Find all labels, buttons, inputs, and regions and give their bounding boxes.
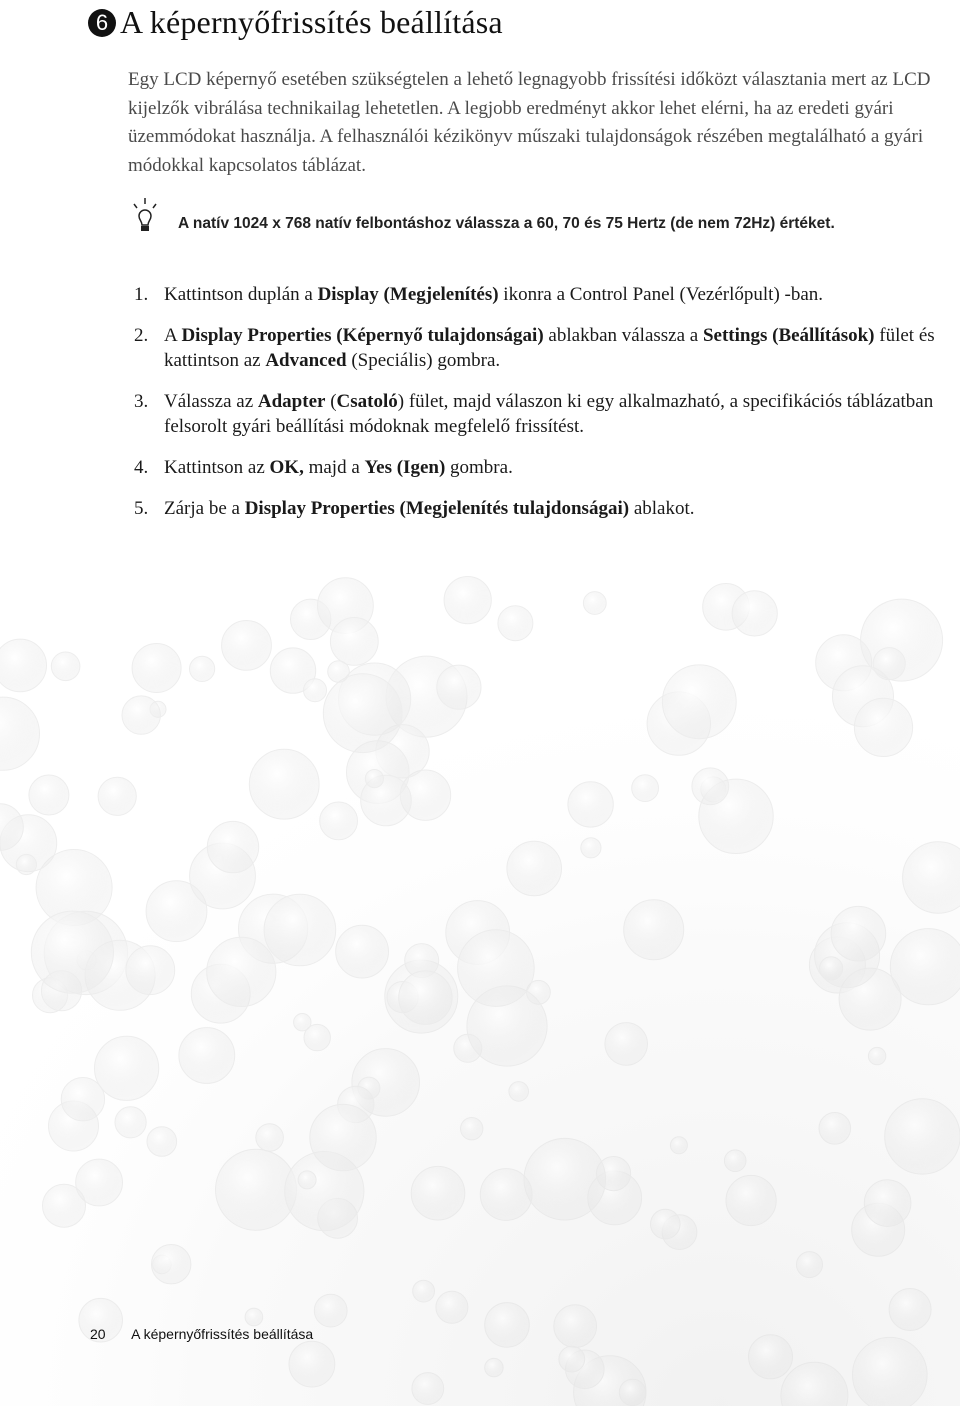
step-text: Válassza az [164,391,258,412]
page-title: A képernyőfrissítés beállítása [120,4,503,40]
step-emphasis: Display Properties (Megjelenítés tulajdonságai) [244,498,630,519]
step-emphasis: Csatoló [336,391,398,412]
step-number: 5. [134,498,149,519]
step-emphasis: Display Properties (Képernyő tulajdonságai) [181,325,544,346]
step-text: (Speciális) gombra. [346,350,501,371]
chapter-number-badge: 6 [88,9,116,37]
step-number: 2. [134,325,149,346]
step-emphasis: Advanced [265,350,347,371]
step-number: 3. [134,391,149,412]
step-number: 4. [134,457,149,478]
step-text: Zárja be a [164,498,245,519]
footer-section-title: A képernyőfrissítés beállítása [131,1326,314,1342]
step-text: majd a [303,457,365,478]
step-number: 1. [134,284,149,305]
step-text: fület és kattintson az [164,325,935,371]
step-emphasis: OK, [269,457,304,478]
step-text: ikonra a Control Panel (Vezérlőpult) -ban. [498,284,824,305]
step-text: ( [325,391,337,412]
footer-page-number: 20 [90,1326,106,1342]
step-emphasis: Adapter [257,391,326,412]
step-emphasis: Settings (Beállítások) [702,325,875,346]
step-emphasis: Display (Megjelenítés) [317,284,499,305]
intro-paragraph: Egy LCD képernyő esetében szükségtelen a lehető legnagyobb frissítési időközt választania mert az LCD kijelzők vibrálása technikailag lehetetlen. A legjobb eredményt akkor lehet elérni, ha az eredeti gyári üzemmódokat használja. A felhasználói kézikönyv műszaki tulajdonságok részében megtalálható a gyári módokkal kapcsolatos táblázat. [128,69,931,176]
step-text: Kattintson az [164,457,270,478]
tip-note [128,196,948,244]
step-item [128,455,948,480]
step-text: ablakot. [629,498,695,519]
step-text: gombra. [445,457,513,478]
lightbulb-icon [128,196,162,236]
step-text: A [164,325,182,346]
step-emphasis: Yes (Igen) [364,457,446,478]
step-item [128,496,948,521]
chapter-heading [88,4,503,41]
step-text: ablakban válassza a [543,325,703,346]
step-text: Kattintson duplán a [164,284,318,305]
step-item [128,389,948,439]
instruction-steps [128,282,948,521]
tip-text: A natív 1024 x 768 natív felbontáshoz válassza a 60, 70 és 75 Hertz (de nem 72Hz) értéket. [178,215,835,232]
page-footer [90,1326,313,1342]
step-text: ) fület, majd válaszon ki egy alkalmazható, a specifikációs táblázatban felsorolt gyári beállítási módoknak megfelelő frissítést. [164,391,934,437]
step-item [128,282,948,307]
step-item [128,323,948,373]
